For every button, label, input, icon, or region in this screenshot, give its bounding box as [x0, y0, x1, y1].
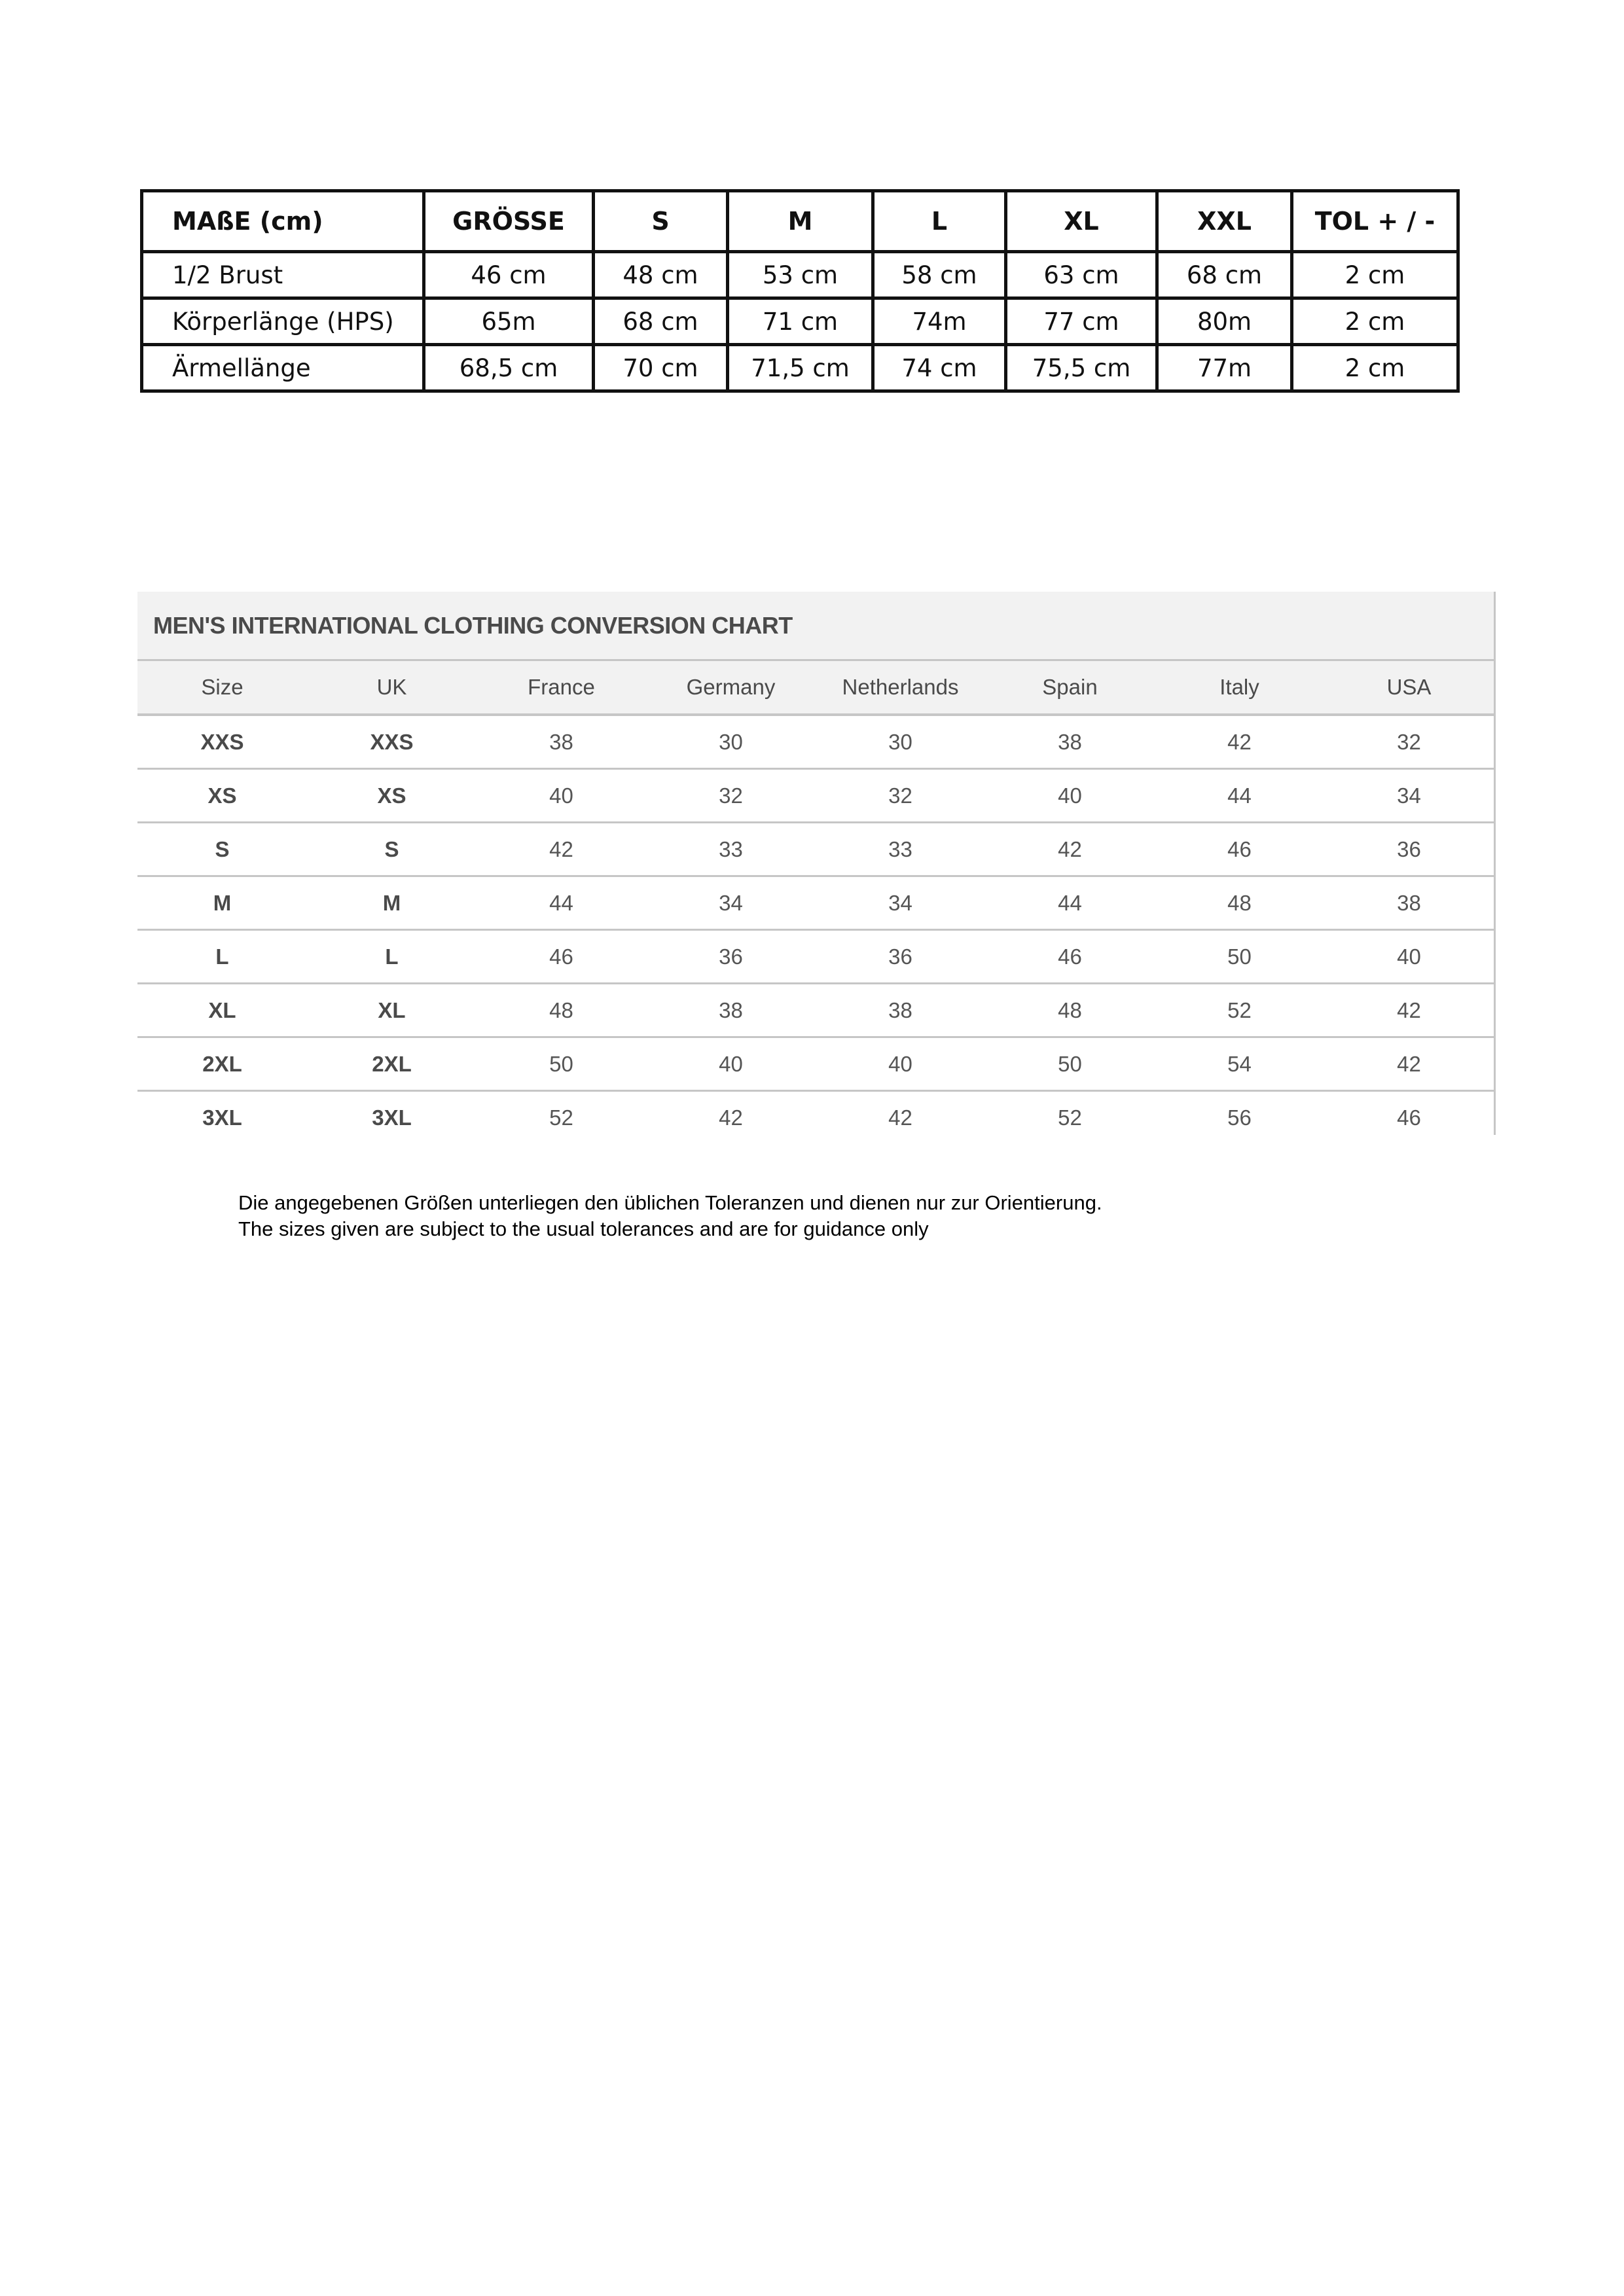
- conversion-cell: 34: [1324, 769, 1494, 823]
- cell-value: 80m: [1157, 298, 1292, 345]
- conversion-cell: 52: [549, 1105, 573, 1130]
- conversion-row: [137, 715, 1494, 769]
- cell-value: 46 cm: [424, 252, 594, 298]
- cell-value: 68,5 cm: [424, 345, 594, 391]
- conversion-cell: 52: [1058, 1105, 1082, 1130]
- conversion-cell: 34: [816, 876, 985, 930]
- conversion-cell: 36: [1324, 823, 1494, 876]
- conversion-cell: 42: [719, 1105, 743, 1130]
- conversion-row: [137, 823, 1494, 876]
- cell-value: 71 cm: [728, 298, 873, 345]
- header-tolerance: TOL + / -: [1292, 191, 1458, 252]
- conversion-cell: 42: [1324, 1037, 1494, 1091]
- header-france: France: [477, 661, 646, 715]
- cell-tolerance: 2 cm: [1292, 298, 1458, 345]
- conversion-cell: 50: [477, 1037, 646, 1091]
- conversion-row: [137, 1091, 1494, 1136]
- conversion-cell: 40: [985, 769, 1155, 823]
- size-cell: XL: [137, 984, 307, 1037]
- conversion-row: [137, 769, 1494, 823]
- conversion-cell: 48: [985, 984, 1155, 1037]
- conversion-cell: 38: [1324, 876, 1494, 930]
- header-groesse: GRÖSSE: [424, 191, 594, 252]
- header-size-xl: XL: [1006, 191, 1157, 252]
- footnote-english: The sizes given are subject to the usual tolerances and are for guidance only: [238, 1217, 929, 1240]
- conversion-cell: 42: [888, 1105, 912, 1130]
- cell-tolerance: 2 cm: [1292, 252, 1458, 298]
- row-label: 1/2 Brust: [142, 252, 424, 298]
- conversion-cell: 46: [1155, 823, 1324, 876]
- conversion-cell: XL: [307, 984, 477, 1037]
- conversion-row: [137, 930, 1494, 984]
- cell-value: 65m: [424, 298, 594, 345]
- measurement-row-koerperlaenge: [142, 298, 1458, 345]
- conversion-cell: 38: [477, 715, 646, 769]
- conversion-row: [137, 984, 1494, 1037]
- footnote: [238, 1190, 1102, 1242]
- conversion-cell: 32: [816, 769, 985, 823]
- conversion-cell: 30: [646, 715, 816, 769]
- conversion-cell: 48: [477, 984, 646, 1037]
- conversion-cell: XXS: [307, 715, 477, 769]
- conversion-cell: 2XL: [307, 1037, 477, 1091]
- conversion-cell: 38: [816, 984, 985, 1037]
- cell-value: 74 cm: [873, 345, 1006, 391]
- cell-value: 48 cm: [594, 252, 728, 298]
- conversion-cell: 36: [646, 930, 816, 984]
- size-cell: XS: [137, 769, 307, 823]
- conversion-row: [137, 1037, 1494, 1091]
- conversion-cell: 52: [1155, 984, 1324, 1037]
- conversion-cell: 42: [985, 823, 1155, 876]
- conversion-cell: 32: [1324, 715, 1494, 769]
- conversion-cell: 36: [816, 930, 985, 984]
- measurement-row-brust: [142, 252, 1458, 298]
- cell-value: 77 cm: [1006, 298, 1157, 345]
- cell-value: 71,5 cm: [728, 345, 873, 391]
- conversion-cell: 48: [1155, 876, 1324, 930]
- chart-title: MEN'S INTERNATIONAL CLOTHING CONVERSION CHART: [153, 611, 793, 639]
- conversion-cell: 46: [985, 930, 1155, 984]
- conversion-cell: S: [307, 823, 477, 876]
- measurement-header-row: [142, 191, 1458, 252]
- header-size-m: M: [728, 191, 873, 252]
- measurement-row-aermellaenge: [142, 345, 1458, 391]
- conversion-cell: 40: [477, 769, 646, 823]
- conversion-cell: 33: [816, 823, 985, 876]
- conversion-row: [137, 876, 1494, 930]
- conversion-cell: 50: [1155, 930, 1324, 984]
- measurement-table: [140, 189, 1460, 393]
- conversion-cell: 46: [1397, 1105, 1421, 1130]
- size-cell: 3XL: [202, 1105, 242, 1130]
- conversion-cell: 38: [985, 715, 1155, 769]
- size-cell: S: [137, 823, 307, 876]
- size-cell: 2XL: [137, 1037, 307, 1091]
- cell-value: 77m: [1157, 345, 1292, 391]
- conversion-cell: 42: [1324, 984, 1494, 1037]
- footnote-german: Die angegebenen Größen unterliegen den üblichen Toleranzen und dienen nur zur Orientierung.: [238, 1191, 1102, 1214]
- cell-value: 75,5 cm: [1006, 345, 1157, 391]
- row-label: Ärmellänge: [142, 345, 424, 391]
- conversion-cell: 46: [477, 930, 646, 984]
- size-cell: XXS: [137, 715, 307, 769]
- header-uk: UK: [307, 661, 477, 715]
- cell-value: 58 cm: [873, 252, 1006, 298]
- conversion-header-row: [137, 661, 1494, 715]
- conversion-cell: XS: [307, 769, 477, 823]
- conversion-cell: 44: [985, 876, 1155, 930]
- conversion-cell: 38: [646, 984, 816, 1037]
- conversion-cell: 44: [1155, 769, 1324, 823]
- cell-value: 53 cm: [728, 252, 873, 298]
- cell-value: 68 cm: [594, 298, 728, 345]
- cell-tolerance: 2 cm: [1292, 345, 1458, 391]
- cell-value: 68 cm: [1157, 252, 1292, 298]
- conversion-cell: 56: [1227, 1105, 1252, 1130]
- conversion-cell: 40: [646, 1037, 816, 1091]
- header-italy: Italy: [1155, 661, 1324, 715]
- row-label: Körperlänge (HPS): [142, 298, 424, 345]
- conversion-cell: 34: [646, 876, 816, 930]
- conversion-cell: 30: [816, 715, 985, 769]
- cell-value: 63 cm: [1006, 252, 1157, 298]
- conversion-cell: M: [307, 876, 477, 930]
- size-cell: M: [137, 876, 307, 930]
- header-size: Size: [137, 661, 307, 715]
- header-size-l: L: [873, 191, 1006, 252]
- conversion-cell: 40: [816, 1037, 985, 1091]
- conversion-cell: 3XL: [372, 1105, 412, 1130]
- conversion-cell: 50: [985, 1037, 1155, 1091]
- conversion-body: [137, 715, 1494, 1135]
- header-masse: MAßE (cm): [142, 191, 424, 252]
- header-size-s: S: [594, 191, 728, 252]
- header-spain: Spain: [985, 661, 1155, 715]
- conversion-cell: 54: [1155, 1037, 1324, 1091]
- conversion-cell: 44: [477, 876, 646, 930]
- cell-value: 74m: [873, 298, 1006, 345]
- conversion-cell: 32: [646, 769, 816, 823]
- header-germany: Germany: [646, 661, 816, 715]
- conversion-cell: 40: [1324, 930, 1494, 984]
- conversion-chart: [137, 592, 1496, 1135]
- conversion-cell: L: [307, 930, 477, 984]
- conversion-cell: 42: [1155, 715, 1324, 769]
- size-cell: L: [137, 930, 307, 984]
- header-usa: USA: [1324, 661, 1494, 715]
- cell-value: 70 cm: [594, 345, 728, 391]
- conversion-table: [137, 661, 1494, 1135]
- conversion-cell: 33: [646, 823, 816, 876]
- conversion-cell: 42: [477, 823, 646, 876]
- header-size-xxl: XXL: [1157, 191, 1292, 252]
- chart-title-bar: [137, 592, 1494, 661]
- header-netherlands: Netherlands: [816, 661, 985, 715]
